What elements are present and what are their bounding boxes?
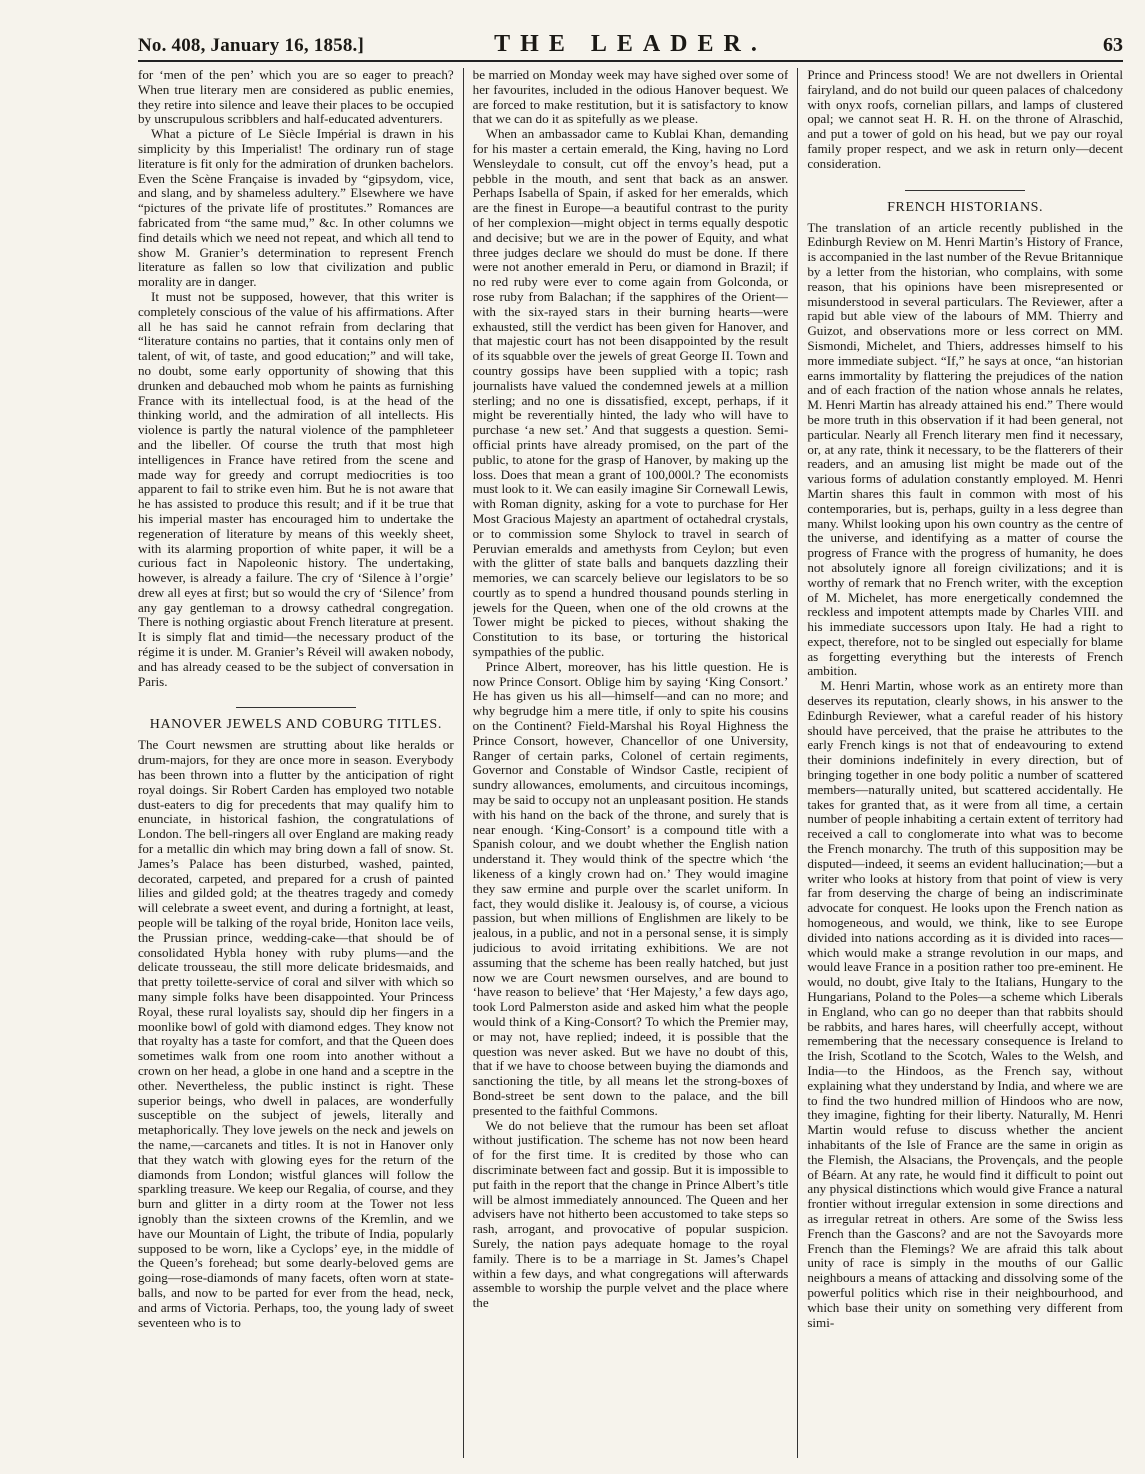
article-columns xyxy=(138,68,1123,1458)
section-heading-french-historians xyxy=(807,190,1123,215)
column-3 xyxy=(807,68,1123,1458)
masthead xyxy=(138,28,1123,62)
column-rule xyxy=(797,68,798,1458)
newspaper-title: THE LEADER. xyxy=(494,31,767,57)
section-divider xyxy=(236,707,356,708)
section-title: FRENCH HISTORIANS. xyxy=(887,199,1044,215)
issue-line: No. 408, January 16, 1858.] xyxy=(138,35,365,56)
paragraph: It must not be supposed, however, that this writer is completely conscious of the value of his affirmations. After all he has said he cannot refrain from declaring that “literature contains no parties, that it contains only men of talent, of wit, of taste, and good education;” and will take, no doubt, some early opportunity of showing that this drunken and debauched mob whom he paints as furnishing France with its intellectual food, is at the head of the thinking world, and the admiration of all intellects. His violence is partly the natural violence of the pamphleteer and the libeller. Of course the truth that most high intelligences in France have retired from the scene and made way for greedy and corrupt mediocrities is too apparent to fail to strike even him. But he is not aware that he has assisted to produce this result; and if it be true that his imperial master has encouraged him to undertake the regeneration of literature by means of this weekly sheet, with its alarming proportion of white paper, it will be a curious fact in Napoleonic history. The undertaking, however, is already a failure. The cry of ‘Silence à l’orgie’ drew all eyes at first; but so would the cry of ‘Silence’ from any gay gentleman to a drowsy cathedral congregation. There is nothing orgiastic about French literature at present. It is simply flat and timid—the necessary product of the régime it is under. M. Granier’s Réveil will awaken nobody, and has already ceased to be the subject of conversation in Paris. xyxy=(138,288,454,689)
column-2 xyxy=(473,68,789,1458)
paragraph: for ‘men of the pen’ which you are so eager to preach? When true literary men are considered as public enemies, they retire into silence and leave their places to be occupied by unscrupulous scribblers and half-educated adventurers. xyxy=(138,68,454,127)
paragraph: be married on Monday week may have sighed over some of her favourites, included in the odious Hanover bequest. We are forced to make restitution, but it is satisfactory to know that we can do it as spitefully as we please. xyxy=(472,68,789,127)
paragraph: We do not believe that the rumour has been set afloat without justification. The scheme has not now been heard of for the first time. It is credited by those who can discriminate between fact and gossip. But it is impossible to put faith in the report that the change in Prince Albert’s title will be almost immediately announced. The Queen and her advisers have not hitherto been accustomed to take steps so rash, arrogant, and provocative of popular suspicion. Surely, the nation pays adequate homage to the royal family. There is to be a marriage in St. James’s Chapel within a few days, and what congregations will afterwards assemble to worship the purple velvet and the place where the xyxy=(472,1117,789,1311)
section-divider xyxy=(905,190,1025,191)
column-1 xyxy=(138,68,454,1458)
paragraph: M. Henri Martin, whose work as an entirety more than deserves its reputation, clearly shows, in his answer to the Edinburgh Reviewer, what a careful reader of his history should have perceived, that the praise he attributes to the early French kings is not that of endeavouring to extend their dominions indefinitely in every direction, but of bringing together in one body politic a number of scattered members—naturally united, but scattered accidentally. He takes for granted that, as it were from all time, a certain number of people inhabiting a certain extent of territory had received a call to conglomerate into what was to become the French monarchy. The truth of this supposition may be disputed—indeed, it seems an evident hallucination;—but a writer who looks at history from that point of view is very far from deserving the charge of being an indiscriminate advocate for conquest. He looks upon the French nation as homogeneous, and would, we think, like to see Europe divided into nations according as it is divided into races—which would make a strange revolution in our maps, and would leave France in a position rather too pre-eminent. He would, no doubt, give Italy to the Italians, Hungary to the Hungarians, Poland to the Poles—a scheme which Liberals in England, who can go no deeper than that rabbits should be rabbits, and hares hares, will cheerfully accept, without remembering that the necessary consequence is Ireland to the Irish, Scotland to the Scotch, Wales to the Welsh, and India—to the Hindoos, as the French say, without explaining what they understand by India, and where we are to find the two hundred million of Hindoos who are now, they imagine, fighting for their liberty. Naturally, M. Henri Martin would refuse to discuss whether the ancient inhabitants of the Isle of France are the same in origin as the Flemish, the Alsacians, the Provençals, and the people of Béarn. At any rate, he would find it difficult to point out any physical distinctions which would give France a natural frontier without irregular extension in some directions and as irregular retreat in others. Are some of the Swiss less French than the Gascons? and are not the Savoyards more French than the Flemings? We are afraid this talk about unity of race is simply in the mouths of our Gallic neighbours a means of attacking and dissolving some of the powerful politics which rise in their neighbourhood, and which base their unity on something very different from simi- xyxy=(807,678,1123,1330)
paragraph: The Court newsmen are strutting about like heralds or drum-majors, for they are once more in season. Everybody has been thrown into a flutter by the anticipation of right royal doings. Sir Robert Carden has employed two notable dust-eaters to dig for precedents that may qualify him to enunciate, in historical fashion, the congratulations of London. The bell-ringers all over England are making ready for a metallic din which may bring down a fall of snow. St. James’s Palace has been disturbed, washed, painted, decorated, carpeted, and prepared for a crush of painted lilies and gilded gold; at the theatres tragedy and comedy will celebrate a sweet event, and during a fortnight, at least, people will be talking of the royal bride, Honiton lace veils, the Prussian prince, wedding-cake—that should be of consolidated Hybla honey with ruby plums—and the delicate trousseau, the still more delicate bridesmaids, and that pretty toilette-service of coral and silver with which so many simple folks have been disappointed. Your Princess Royal, these rural loyalists say, should dip her fingers in a moonlike bowl of gold with diamond edges. They know not that royalty has a taste for comfort, and that the Queen does sometimes walk from one room into another without a crown on her head, a globe in one hand and a sceptre in the other. Nevertheless, the public instinct is right. These superior beings, who dwell in palaces, are wonderfully susceptible on the subject of jewels, literally and metaphorically. They love jewels on the neck and jewels on the name,—carcanets and titles. It is not in Hanover only that they watch with glowing eyes for the return of the diamonds from London; wistful glances will follow the sparkling treasure. We keep our Regalia, of course, and they burn and glitter in a dirty room at the Tower not less ignobly than the sixteen crowns of the Kremlin, and we have our Mountain of Light, the tribute of India, popularly supposed to be worn, like a Cyclops’ eye, in the middle of the Queen’s forehead; but some dearly-beloved gems are going—rose-diamonds of many facets, often worn at state-balls, and now to be parted for ever from the head, neck, and arms of Victoria. Perhaps, too, the young lady of sweet seventeen who is to xyxy=(138,737,454,1330)
section-title: HANOVER JEWELS AND COBURG TITLES. xyxy=(149,717,442,733)
paragraph: Prince and Princess stood! We are not dwellers in Oriental fairyland, and do not build our queen palaces of chalcedony with onyx roofs, cornelian pillars, and lamps of clustered opal; we cannot seat H. R. H. on the throne of Alraschid, and put a tower of gold on his head, but we pay our royal family proper respect, and we ask in return only—decent consideration. xyxy=(807,68,1123,171)
paragraph: The translation of an article recently published in the Edinburgh Review on M. Henri Martin’s History of France, is accompanied in the last number of the Revue Britannique by a letter from the historian, who complains, with some reason, that his opinions have been misrepresented or misunderstood in several particulars. The Reviewer, after a rapid but able view of the labours of MM. Thierry and Guizot, and observations more or less correct on MM. Sismondi, Michelet, and Thiers, addresses himself to his more immediate subject. “If,” he says at once, “an historian earns immortality by flattering the prejudices of the nation and of each fraction of the nation whose annals he relates, M. Henri Martin has already attained his end.” There would be more truth in this observation if it had been general, not particular. Nearly all French literary men find it necessary, or, at any rate, think it necessary, to be the flatterers of their readers, and an amusing list might be made out of the various forms of adulation constantly employed. M. Henri Martin shares this fault in common with most of his contemporaries, but is, perhaps, guilty in a less degree than many. Whilst looking upon his own country as the centre of the universe, and identifying as a matter of course the progress of France with the progress of humanity, he does not absolutely ignore all foreign civilizations; and it is worthy of remark that no French writer, with the exception of M. Michelet, has more energetically condemned the reckless and impotent attempts made by Charles VIII. and his immediate successors upon Italy. He had a right to expect, therefore, not to be singled out especially for blame as forgetting everything but the interests of French ambition. xyxy=(807,219,1123,679)
paragraph: What a picture of Le Siècle Impérial is drawn in his simplicity by this Imperialist! The ordinary run of stage literature is fit only for the admiration of drunken bachelors. Even the Scène Française is invaded by “gipsydom, vice, and slang, and by shameless adultery.” Elsewhere we have “pictures of the private life of prostitutes.” Romances are fabricated from “the same mud,” &c. In other columns we find details which we need not repeat, and which all tend to show M. Granier’s determination to represent French literature as fallen so low that civilization and public morality are in danger. xyxy=(138,126,454,290)
page-number: 63 xyxy=(1103,34,1123,56)
paragraph: Prince Albert, moreover, has his little question. He is now Prince Consort. Oblige him by saying ‘King Consort.’ He has given us his all—himself—and can no more; and why begrudge him a mere title, if only to spite his cousins on the Continent? Field-Marshal his Royal Highness the Prince Consort, however, Chancellor of one University, Ranger of certain parks, Colonel of certain regiments, Governor and Constable of Windsor Castle, recipient of sundry allowances, emoluments, and circuitous incomings, may be said to occupy not an unpleasant position. He stands with his hand on the back of the throne, and surely that is near enough. ‘King-Consort’ is a compound title with a Spanish colour, and we doubt whether the English nation understand it. They would think of the spectre which ‘the likeness of a kingly crown had on.’ They would imagine they saw ermine and purple over the scarlet uniform. In fact, they would dislike it. Jealousy is, of course, a vicious passion, but when millions of Englishmen are likely to be jealous, in a public, and not in a personal sense, it is simply judicious to avoid irritating exhibitions. We are not assuming that the scheme has been really hatched, but just now we are Court newsmen ourselves, and are bound to ‘have reason to believe’ that ‘Her Majesty,’ a few days ago, took Lord Palmerston aside and asked him what the people would think of a King-Consort? To which the Premier may, or may not, have replied; indeed, it is possible that the question was never asked. But we have no doubt of this, that if we have to choose between buying the diamonds and sanctioning the title, by all means let the strong-boxes of Bond-street be sent down to the palace, and the bill presented to the faithful Commons. xyxy=(472,658,789,1118)
paragraph: When an ambassador came to Kublai Khan, demanding for his master a certain emerald, the King, having no Lord Wensleydale to consult, cut off the envoy’s head, put a pebble in the mouth, and sent that back as an answer. Perhaps Isabella of Spain, if asked for her emeralds, which are the finest in Europe—a beautiful contrast to the purity of her complexion—might object in terms equally despotic and decisive; but we are in the power of Equity, and what three judges declare we should do must be done. If there were not another emerald in Peru, or diamond in Brazil; if no red ruby were ever to come again from Golconda, or rose ruby from Balachan; if the sapphires of the Orient—with the six-rayed stars in their burning hearts—were exhausted, still the verdict has been given for Hanover, and that majestic court has not been disappointed by the result of its squabble over the jewels of great George II. Town and country gossips have been supplied with a topic; rash journalists have valued the condemned jewels at a million sterling; and no one is dissatisfied, except, perhaps, if it might be reverentially hinted, the lady who will have to purchase ‘a new set.’ And that suggests a question. Semi-official prints have already promised, on the part of the public, to atone for the grasp of Hanover, by making up the loss. Does that mean a grant of 100,000l.? The economists must look to it. We can easily imagine Sir Cornewall Lewis, with Roman dignity, asking for a vote to purchase for Her Most Gracious Majesty an apartment of octahedral crystals, or to commission some Shylock to travel in search of Peruvian emeralds and amethysts from Ceylon; but even with the glitter of state balls and banquets dazzling their memories, we can scarcely believe our legislators to be so courtly as to spend a hundred thousand pounds sterling in jewels for the Queen, when one of the old crowns at the Tower might be picked to pieces, without shaking the Constitution to its base, or torturing the historical sympathies of the public. xyxy=(472,126,789,660)
column-rule xyxy=(463,68,464,1458)
section-heading-hanover xyxy=(138,707,454,732)
